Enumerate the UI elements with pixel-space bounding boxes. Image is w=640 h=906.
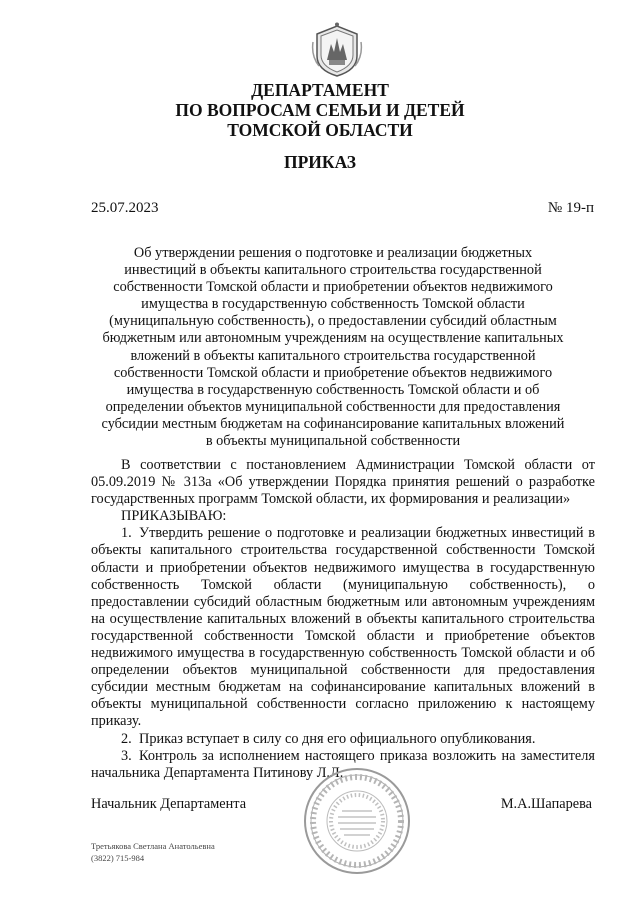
preamble: В соответствии с постановлением Администрации Томской области от 05.09.2019 № 313а «Об утверждении Порядка принятия решений о разработке государственных программ Томской области, их формирования и реализации» — [91, 457, 595, 508]
item-text: Приказ вступает в силу со дня его официального опубликования. — [139, 730, 536, 747]
department-line-1: ДЕПАРТАМЕНТ — [251, 80, 389, 100]
order-date: 25.07.2023 — [91, 200, 159, 216]
item-number: 2. — [121, 730, 132, 747]
order-number: № 19-п — [547, 200, 594, 216]
order-item — [91, 731, 595, 748]
item-text: Контроль за исполнением настоящего приказа возложить на заместителя начальника Департамента Питинову Л.Л. — [91, 747, 595, 781]
order-word: ПРИКАЗЫВАЮ: — [121, 508, 227, 525]
tomsk-coat-of-arms-icon — [311, 22, 363, 78]
performer-phone: (3822) 715-984 — [91, 853, 145, 863]
item-number: 3. — [121, 747, 132, 764]
department-name — [0, 80, 640, 140]
performer-info — [91, 840, 215, 864]
order-subject: Об утверждении решения о подготовке и реализации бюджетных инвестиций в объекты капитального строительства государственной собственности Томской области и приобретении объектов недвижимого имущества в государственную собственность Томской области (муниципальную собственность), о предоставлении субсидий областным бюджетным или автономным учреждениям на осуществление капитальных вложений в объекты капитального строительства государственной собственности Томской области и приобретение объектов недвижимого имущества в государственную собственность Томской области и об определении объектов муниципальной собственности для предоставления субсидии местным бюджетам на софинансирование капитальных вложений в объекты муниципальной собственности — [101, 245, 565, 450]
department-line-2: ПО ВОПРОСАМ СЕМЬИ И ДЕТЕЙ — [175, 100, 465, 120]
department-line-3: ТОМСКОЙ ОБЛАСТИ — [227, 120, 413, 140]
performer-name: Третьякова Светлана Анатольевна — [91, 841, 215, 851]
official-round-stamp-icon — [302, 765, 412, 877]
signer-title: Начальник Департамента — [91, 796, 247, 812]
document-type: ПРИКАЗ — [283, 152, 357, 172]
signer-name: М.А.Шапарева — [500, 796, 592, 812]
item-text: Утвердить решение о подготовке и реализации бюджетных инвестиций в объекты капитального строительства государственной собственности Томской области и приобретении объектов недвижимого имущества в государственную собственность Томской области (муниципальную собственность), о предоставлении субсидий областным бюджетным или автономным учреждениям на осуществление капитальных вложений в объекты капитального строительства государственной собственности Томской области и приобретение объектов недвижимого имущества в государственную собственность Томской области и об определении объектов муниципальной собственности для предоставления субсидии местным бюджетам на софинансирование капитальных вложений в объекты муниципальной собственности согласно приложению к настоящему приказу. — [91, 525, 595, 730]
item-number: 1. — [121, 525, 132, 542]
order-body — [91, 457, 595, 782]
order-item — [91, 525, 595, 730]
